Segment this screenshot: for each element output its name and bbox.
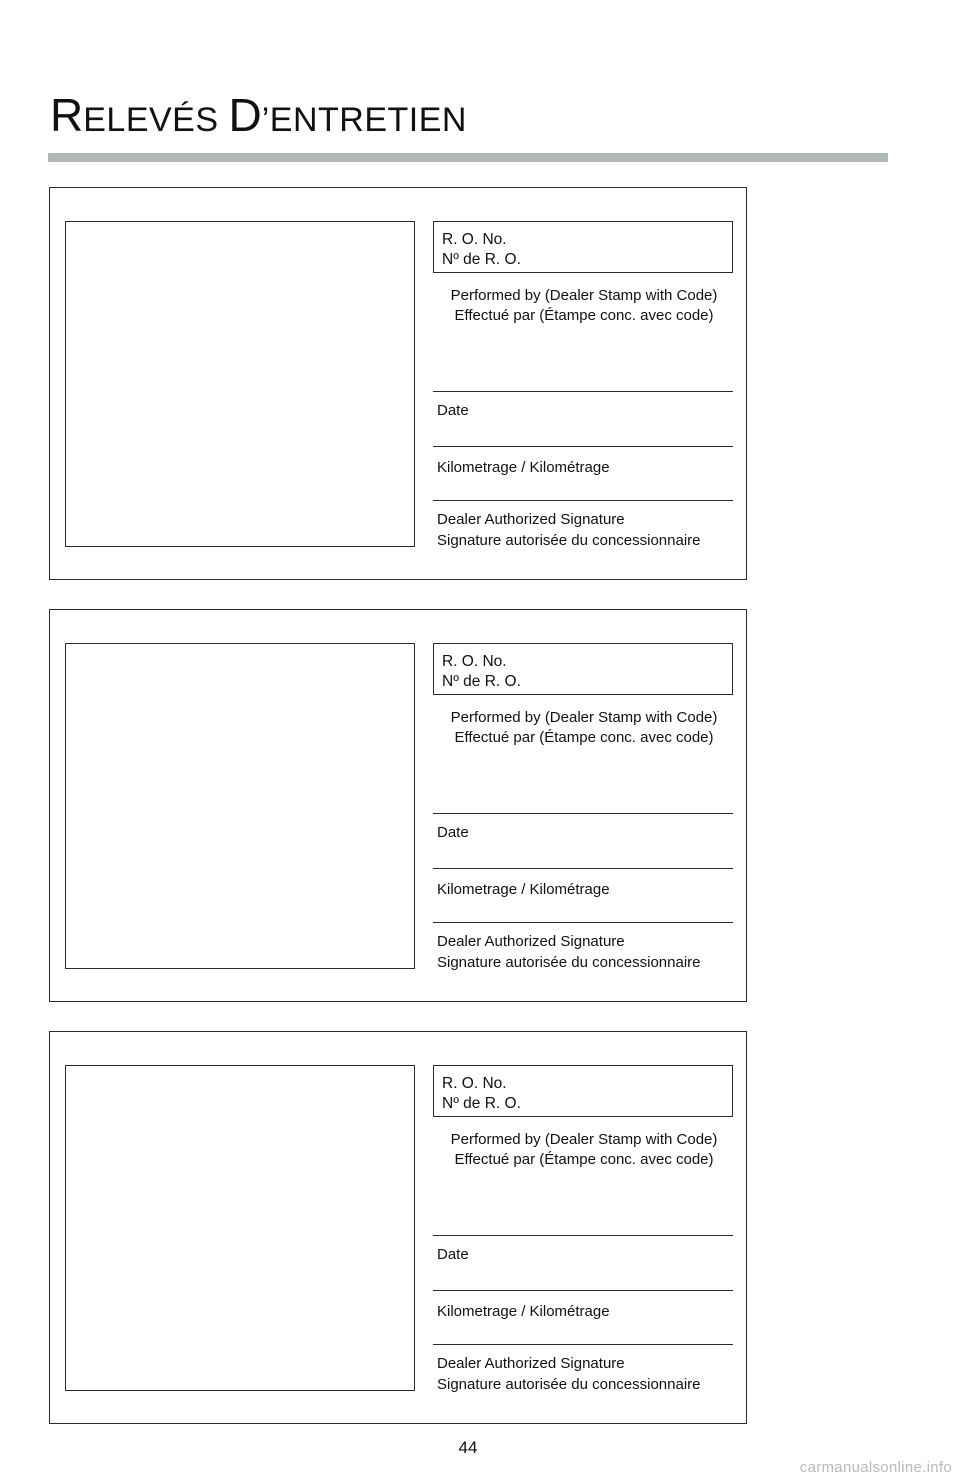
date-line[interactable] xyxy=(433,813,733,814)
watermark: carmanualsonline.info xyxy=(799,1459,952,1476)
ro-label-fr: Nº de R. O. xyxy=(442,251,521,268)
ro-label-fr: Nº de R. O. xyxy=(442,1095,521,1112)
ro-label-en: R. O. No. xyxy=(442,653,507,670)
signature-line[interactable] xyxy=(433,1344,733,1345)
performed-by-fr: Effectué par (Étampe conc. avec code) xyxy=(454,729,714,746)
date-label: Date xyxy=(437,402,469,419)
ro-label-en: R. O. No. xyxy=(442,1075,507,1092)
km-line[interactable] xyxy=(433,868,733,869)
title-cap-2: D xyxy=(228,89,262,141)
performed-by-fr: Effectué par (Étampe conc. avec code) xyxy=(454,307,714,324)
ro-number-field[interactable] xyxy=(433,1065,733,1117)
maintenance-record-card xyxy=(49,187,747,580)
performed-by-en: Performed by (Dealer Stamp with Code) xyxy=(450,709,718,726)
page-title xyxy=(50,89,467,141)
signature-label-fr: Signature autorisée du concessionnaire xyxy=(437,954,701,971)
page-number: 44 xyxy=(458,1438,478,1457)
dealer-stamp-area[interactable] xyxy=(65,1065,415,1391)
ro-label-en: R. O. No. xyxy=(442,231,507,248)
signature-label-fr: Signature autorisée du concessionnaire xyxy=(437,1376,701,1393)
ro-number-field[interactable] xyxy=(433,221,733,273)
signature-label-fr: Signature autorisée du concessionnaire xyxy=(437,532,701,549)
performed-by-en: Performed by (Dealer Stamp with Code) xyxy=(450,1131,718,1148)
date-label: Date xyxy=(437,1246,469,1263)
performed-by-label xyxy=(425,286,743,326)
km-line[interactable] xyxy=(433,1290,733,1291)
km-label: Kilometrage / Kilométrage xyxy=(437,881,610,898)
ro-label-fr: Nº de R. O. xyxy=(442,673,521,690)
dealer-stamp-area[interactable] xyxy=(65,643,415,969)
ro-number-field[interactable] xyxy=(433,643,733,695)
maintenance-record-card xyxy=(49,609,747,1002)
signature-label-en: Dealer Authorized Signature xyxy=(437,511,625,528)
signature-line[interactable] xyxy=(433,922,733,923)
title-rest-1: ELEVÉS xyxy=(83,101,229,139)
km-line[interactable] xyxy=(433,446,733,447)
date-line[interactable] xyxy=(433,1235,733,1236)
signature-label-en: Dealer Authorized Signature xyxy=(437,1355,625,1372)
performed-by-en: Performed by (Dealer Stamp with Code) xyxy=(450,287,718,304)
km-label: Kilometrage / Kilométrage xyxy=(437,459,610,476)
date-label: Date xyxy=(437,824,469,841)
title-rest-2: ’ENTRETIEN xyxy=(261,101,467,139)
dealer-stamp-area[interactable] xyxy=(65,221,415,547)
performed-by-label xyxy=(425,1130,743,1170)
signature-line[interactable] xyxy=(433,500,733,501)
date-line[interactable] xyxy=(433,391,733,392)
signature-label-en: Dealer Authorized Signature xyxy=(437,933,625,950)
title-rule xyxy=(48,153,888,162)
maintenance-record-card xyxy=(49,1031,747,1424)
performed-by-fr: Effectué par (Étampe conc. avec code) xyxy=(454,1151,714,1168)
km-label: Kilometrage / Kilométrage xyxy=(437,1303,610,1320)
title-cap-1: R xyxy=(50,89,84,141)
performed-by-label xyxy=(425,708,743,748)
